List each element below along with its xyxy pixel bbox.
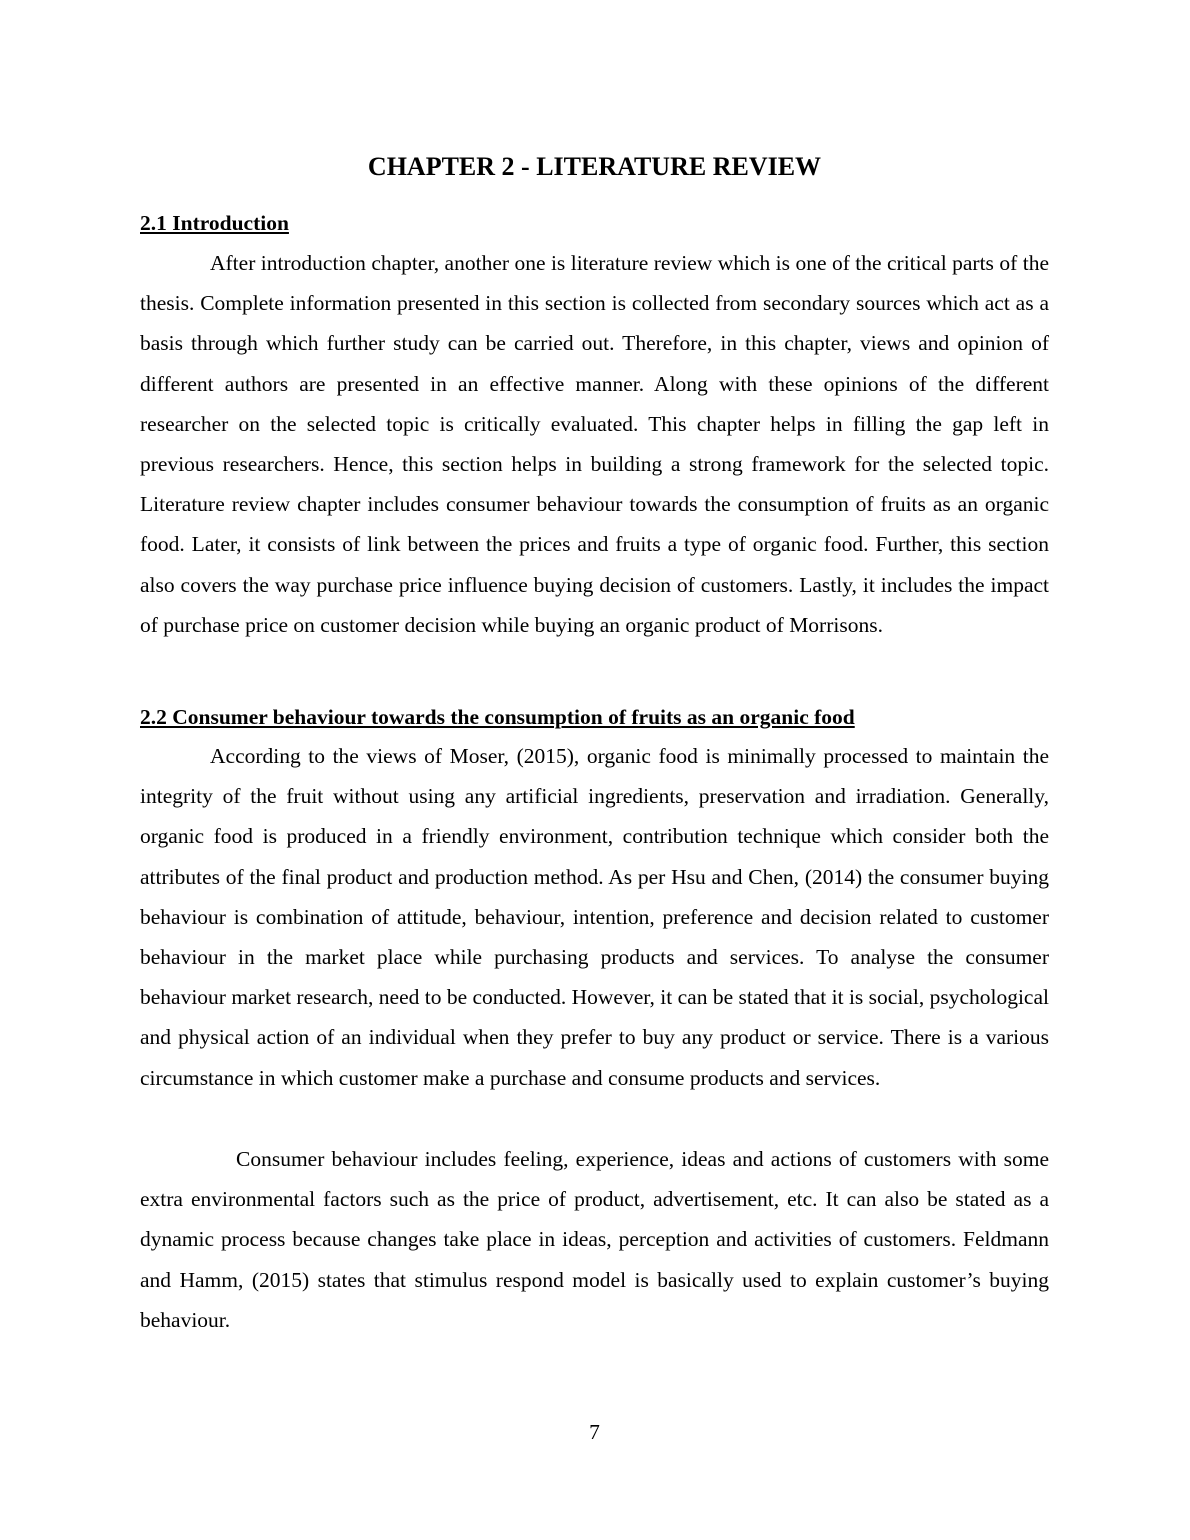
section-heading-consumer-behaviour: 2.2 Consumer behaviour towards the consumption of fruits as an organic food [140, 705, 855, 729]
introduction-paragraph: After introduction chapter, another one is literature review which is one of the critical parts of the thesis. Complete information presented in this section is collected from secondary sources which act as a basis through which further study can be carried out. Therefore, in this chapter, views and opinion of different authors are presented in an effective manner. Along with these opinions of the different researcher on the selected topic is critically evaluated. This chapter helps in filling the gap left in previous researchers. Hence, this section helps in building a strong framework for the selected topic. Literature review chapter includes consumer behaviour towards the consumption of fruits as an organic food. Later, it consists of link between the prices and fruits a type of organic food. Further, this section also covers the way purchase price influence buying decision of customers. Lastly, it includes the impact of purchase price on customer decision while buying an organic product of Morrisons. [140, 251, 1049, 637]
consumer-behaviour-paragraph-2: Consumer behaviour includes feeling, experience, ideas and actions of customers with some extra environmental factors such as the price of product, advertisement, etc. It can also be stated as a dynamic process because changes take place in ideas, perception and activities of customers. Feldmann and Hamm, (2015) states that stimulus respond model is basically used to explain customer’s buying behaviour. [140, 1147, 1049, 1332]
consumer-behaviour-paragraph-1: According to the views of Moser, (2015), organic food is minimally processed to maintain the integrity of the fruit without using any artificial ingredients, preservation and irradiation. Generally, organic food is produced in a friendly environment, contribution technique which consider both the attributes of the final product and production method. As per Hsu and Chen, (2014) the consumer buying behaviour is combination of attitude, behaviour, intention, preference and decision related to customer behaviour in the market place while purchasing products and services. To analyse the consumer behaviour market research, need to be conducted. However, it can be stated that it is social, psychological and physical action of an individual when they prefer to buy any product or service. There is a various circumstance in which customer make a purchase and consume products and services. [140, 744, 1049, 1090]
document-page [140, 0, 1049, 1540]
chapter-title: CHAPTER 2 - LITERATURE REVIEW [367, 152, 822, 181]
section-heading-introduction: 2.1 Introduction [140, 211, 289, 235]
page-number: 7 [589, 1420, 600, 1444]
